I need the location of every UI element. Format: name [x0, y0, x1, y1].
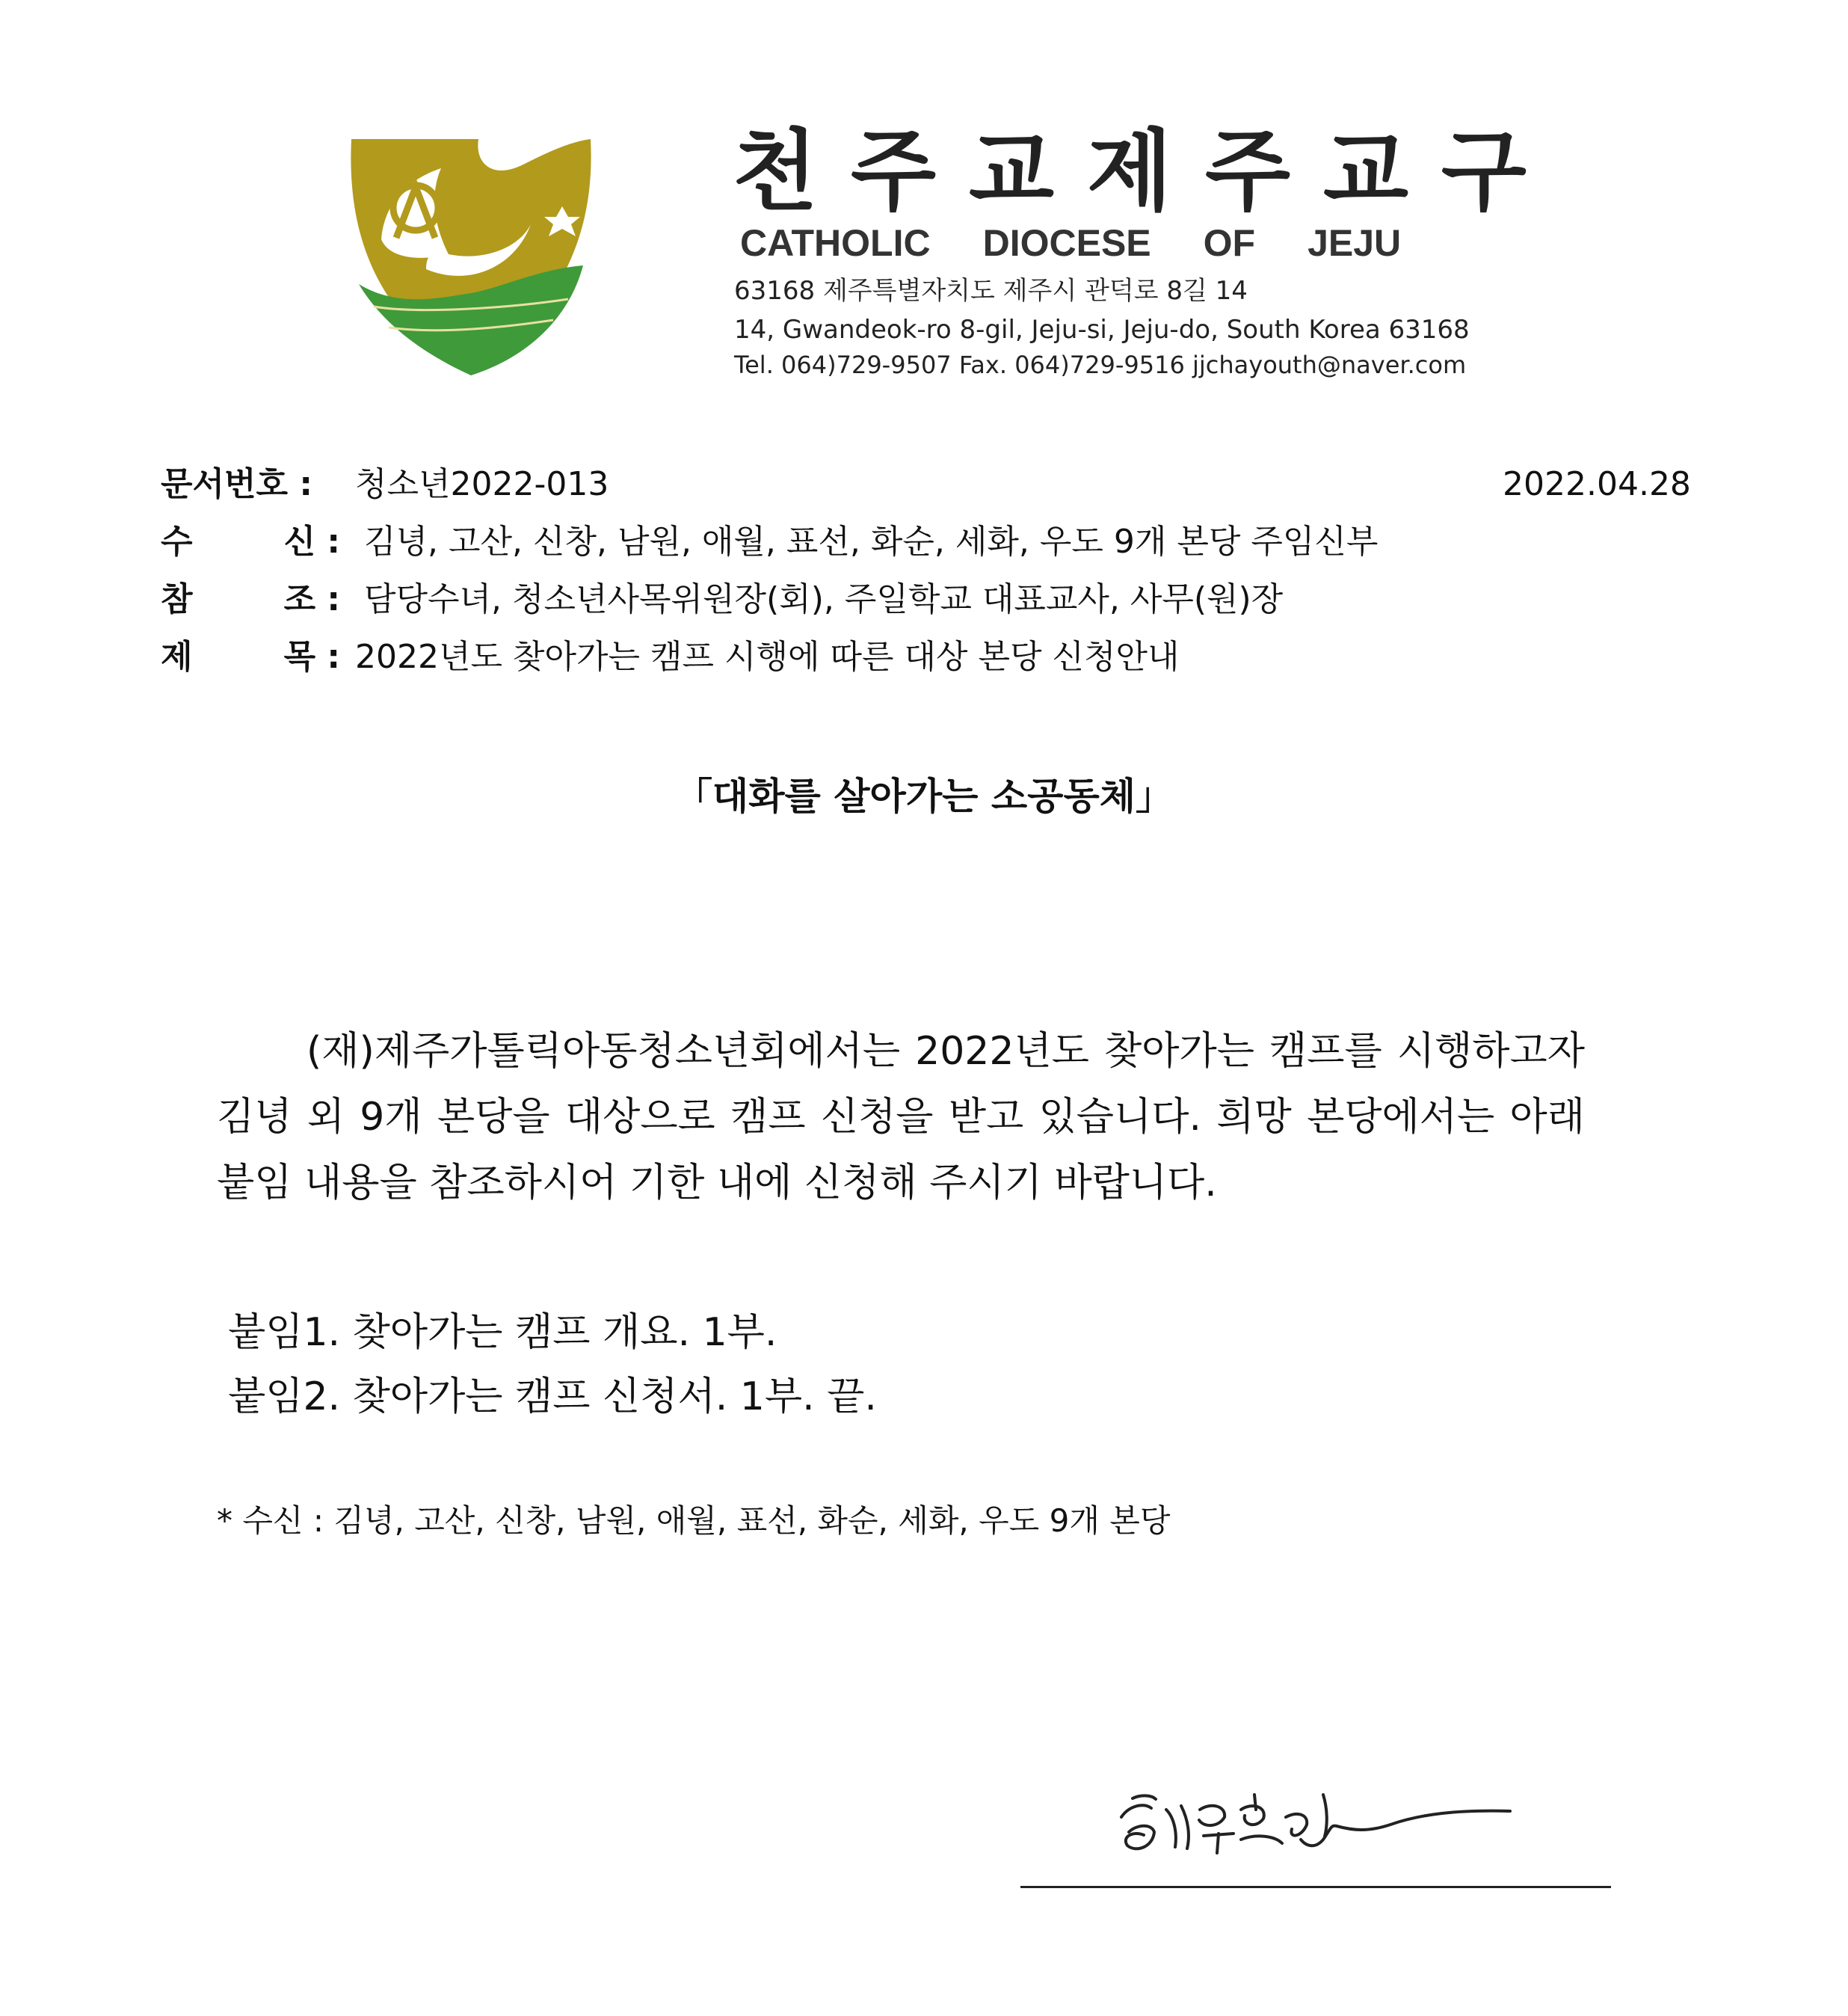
doc-number-label: 문서번호 : [161, 465, 312, 503]
diocese-logo [344, 135, 598, 381]
subject-label-part: 제 [161, 638, 193, 676]
subject-value: 2022년도 찾아가는 캠프 시행에 따른 대상 본당 신청안내 [355, 638, 1180, 676]
recipient-note: * 수신 : 김녕, 고산, 신창, 남원, 애월, 표선, 화순, 세화, 우도 9개 본당 [217, 1502, 1171, 1539]
recipient-label [161, 523, 340, 561]
diocese-name-word: JEJU [1308, 222, 1402, 264]
signature [1106, 1765, 1525, 1869]
diocese-name-english [740, 224, 1401, 262]
address-korean: 63168 제주특별자치도 제주시 관덕로 8길 14 [734, 276, 1248, 306]
cc-label-part: 참 [161, 580, 193, 618]
attachment-item: 붙임1. 찾아가는 캠프 개요. 1부. [228, 1310, 777, 1355]
cc-row [161, 580, 1284, 618]
recipient-label-part: 신 : [283, 523, 340, 561]
subject-row [161, 638, 1180, 676]
diocese-name-word: OF [1203, 222, 1256, 264]
document-date: 2022.04.28 [1503, 465, 1691, 503]
slogan: 「대화를 살아가는 소공동체」 [674, 775, 1174, 818]
doc-number-value: 청소년2022-013 [355, 465, 609, 503]
subject-label-part: 목 : [283, 638, 340, 676]
cc-value: 담당수녀, 청소년사목위원장(회), 주일학교 대표교사, 사무(원)장 [364, 580, 1284, 618]
signature-line [1020, 1886, 1611, 1888]
diocese-name-korean: 천주교제주교구 [733, 120, 1559, 223]
attachment-item: 붙임2. 찾아가는 캠프 신청서. 1부. 끝. [228, 1374, 877, 1419]
diocese-name-word: DIOCESE [982, 222, 1151, 264]
recipient-label-part: 수 [161, 523, 193, 561]
diocese-name-word: CATHOLIC [740, 222, 931, 264]
recipient-row [161, 523, 1379, 561]
body-text: (재)제주가톨릭아동청소년회에서는 2022년도 찾아가는 캠프를 시행하고자 김녕 외 9개 본당을 대상으로 캠프 신청을 받고 있습니다. 희망 본당에서는 아래 붙임 내용을 참조하시어 기한 내에 신청해 주시기 바랍니다. [217, 1029, 1585, 1205]
doc-number-row [161, 465, 609, 503]
contact-info: Tel. 064)729-9507 Fax. 064)729-9516 jjchayouth@naver.com [734, 351, 1467, 379]
cc-label-part: 조 : [283, 580, 340, 618]
subject-label [161, 638, 340, 676]
cc-label [161, 580, 340, 618]
body-paragraph [217, 1018, 1585, 1216]
recipient-value: 김녕, 고산, 신창, 남원, 애월, 표선, 화순, 세화, 우도 9개 본당 주임신부 [364, 523, 1379, 561]
address-english: 14, Gwandeok-ro 8-gil, Jeju-si, Jeju-do, South Korea 63168 [734, 315, 1470, 345]
